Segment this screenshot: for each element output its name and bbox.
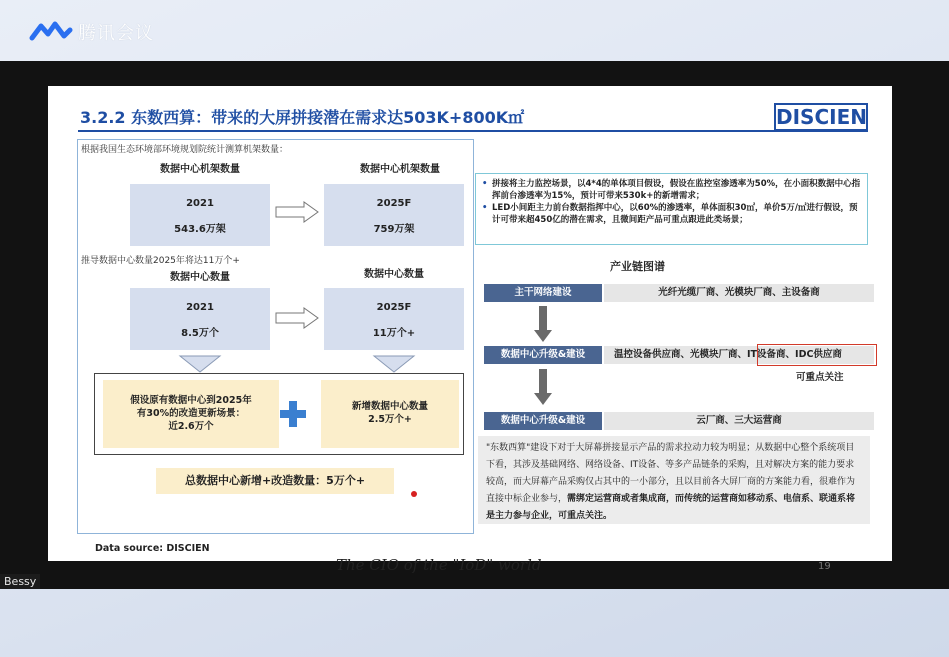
rack-2025-year: 2025F	[376, 198, 412, 209]
renovation-line-1: 假设原有数据中心到2025年	[130, 395, 252, 406]
dc-header-2021: 数据中心数量	[170, 272, 230, 283]
chain-lane-backbone: 光纤光缆厂商、光模块厂商、主设备商	[604, 284, 874, 302]
new-dc-line-1: 新增数据中心数量	[351, 401, 428, 412]
dc-2021-value: 8.5万个	[181, 328, 219, 339]
renovation-line-3: 近2.6万个	[168, 421, 214, 432]
rack-2025-box	[324, 184, 464, 246]
dc-2025-box	[324, 288, 464, 350]
new-dc-line-2: 2.5万个+	[368, 414, 412, 425]
rack-intro-text: 根据我国生态环境部环境规划院统计测算机架数量：	[81, 145, 289, 155]
app-title: 腾讯会议	[78, 23, 154, 44]
rack-2021-value: 543.6万架	[174, 224, 226, 235]
plus-icon	[280, 399, 306, 429]
dc-2021-box	[130, 288, 270, 350]
shared-screen	[0, 61, 949, 589]
down-arrow-icon	[534, 369, 552, 407]
rack-2021-year: 2021	[186, 198, 214, 209]
chain-lane-upgrade-b: IT设备商、IDC供应商	[747, 349, 842, 360]
rack-header-2021: 数据中心机架数量	[160, 164, 240, 175]
top-bar	[0, 0, 949, 60]
rack-2025-value: 759万架	[373, 224, 415, 235]
renovation-box	[103, 380, 279, 448]
bullet-item: • 拼接将主力监控场景，以4*4的单体项目假设，假设在监控室渗透率为50%，在小面积数据中心指挥前台渗透率为15%，预计可带来530k+的新增需求；	[482, 178, 861, 202]
analysis-emphasis: 需绑定运营商或者集成商，而传统的运营商如移动系、电信系、联通系将是主力参与企业，可重点关注。	[486, 494, 856, 521]
total-summary: 总数据中心新增+改造数量：5万个+	[156, 468, 394, 494]
chain-title: 产业链图谱	[610, 260, 665, 273]
dc-2021-year: 2021	[186, 302, 214, 313]
scenario-frame	[94, 373, 464, 455]
left-panel	[77, 139, 474, 534]
assumption-bullets	[475, 173, 868, 245]
data-source: Data source: DISCIEN	[95, 543, 210, 554]
right-arrow-icon	[274, 306, 320, 330]
analysis-text: "东数西算"建设下对于大屏幕拼接显示产品的需求拉动力较为明显；从数据中心整个系统项目下看，其涉及基础网络、网络设备、IT设备、等多产品链条的采购，且对解决方案的能力要求较高，而大屏幕产品采购仅占其中的一小部分，且以目前各大屏厂商的方案能力看，很难作为直接中标企业参与，	[486, 443, 856, 504]
slide-tagline: The CIO of the "IoD" world	[336, 556, 542, 574]
participant-name-tag: Bessy	[0, 574, 40, 589]
bullet-item: • LED小间距主力前台数据指挥中心，以60%的渗透率，单体面积30㎡，单价5万/㎡进行假设，预计可带来超450亿的潜在需求，且微间距产品可重点跟进此类场景；	[482, 202, 861, 226]
slide-title: 3.2.2 东数西算：带来的大屏拼接潜在需求达503K+800K㎡	[80, 108, 525, 127]
chain-tag-backbone: 主干网络建设	[484, 284, 602, 302]
dc-intro-text: 推导数据中心数量2025年将达11万个+	[81, 256, 240, 266]
presentation-slide	[48, 86, 892, 574]
right-arrow-icon	[274, 200, 320, 224]
chain-tag-cloud: 数据中心升级&建设	[484, 412, 602, 430]
new-dc-box	[321, 380, 459, 448]
renovation-line-2: 有30%的改造更新场景：	[136, 408, 246, 419]
dc-header-2025: 数据中心数量	[364, 269, 424, 280]
brand-logo: DISCIEN	[776, 105, 867, 129]
down-arrow-icon	[178, 354, 222, 374]
rack-header-2025: 数据中心机架数量	[360, 164, 440, 175]
highlight-box	[757, 344, 877, 366]
tencent-meeting-logo-icon	[30, 20, 72, 42]
down-arrow-icon	[372, 354, 416, 374]
laser-pointer-dot	[411, 491, 417, 497]
title-divider	[78, 130, 868, 132]
chain-tag-upgrade: 数据中心升级&建设	[484, 346, 602, 364]
chain-lane-cloud: 云厂商、三大运营商	[604, 412, 874, 430]
rack-2021-box	[130, 184, 270, 246]
dc-2025-year: 2025F	[376, 302, 412, 313]
chain-lane-upgrade-a: 温控设备供应商、光模块厂商、	[614, 349, 748, 360]
down-arrow-icon	[534, 306, 552, 344]
highlight-note: 可重点关注	[796, 372, 844, 383]
page-number: 19	[818, 561, 831, 572]
dc-2025-value: 11万个+	[372, 328, 416, 339]
analysis-paragraph	[478, 436, 870, 524]
